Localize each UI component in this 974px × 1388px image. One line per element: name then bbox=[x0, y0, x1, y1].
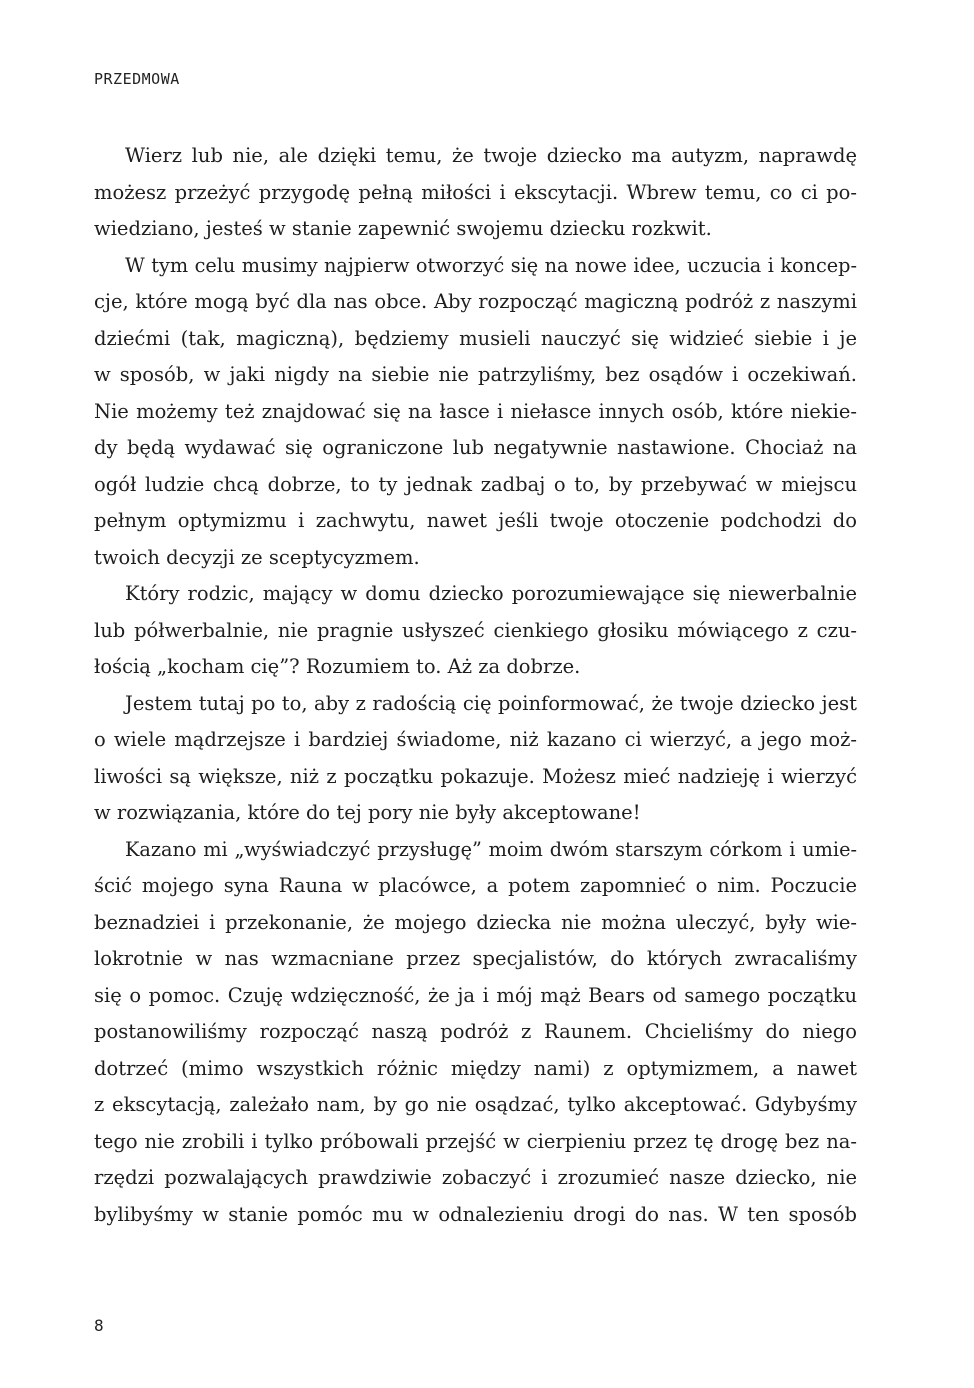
text-line: Wierz lub nie, ale dzięki temu, że twoje dziecko ma autyzm, naprawdę bbox=[125, 144, 857, 167]
text-line: pełnym optymizmu i zachwytu, nawet jeśli twoje otoczenie podchodzi do bbox=[94, 509, 857, 532]
page-number: 8 bbox=[94, 1316, 104, 1335]
body-text bbox=[94, 138, 857, 1233]
text-line: bylibyśmy w stanie pomóc mu w odnalezieniu drogi do nas. W ten sposób bbox=[94, 1202, 857, 1226]
paragraph bbox=[94, 248, 857, 577]
text-line: liwości są większe, niż z początku pokazuje. Możesz mieć nadzieję i wierzyć bbox=[94, 764, 857, 788]
paragraph bbox=[94, 686, 857, 832]
text-line: lub półwerbalnie, nie pragnie usłyszeć cienkiego głosiku mówiącego z czu- bbox=[94, 618, 857, 642]
text-line: beznadziei i przekonanie, że mojego dziecka nie można uleczyć, były wie- bbox=[94, 910, 857, 934]
text-line: w rozwiązania, które do tej pory nie były akceptowane! bbox=[94, 801, 641, 824]
text-line: cje, które mogą być dla nas obce. Aby rozpocząć magiczną podróż z naszymi bbox=[94, 290, 857, 313]
text-line: ogół ludzie chcą dobrze, to ty jednak zadbaj o to, by przebywać w miejscu bbox=[94, 472, 857, 496]
text-line: twoich decyzji ze sceptycyzmem. bbox=[94, 545, 420, 569]
text-line: postanowiliśmy rozpocząć naszą podróż z Raunem. Chcieliśmy do niego bbox=[94, 1020, 857, 1043]
text-line: Który rodzic, mający w domu dziecko porozumiewające się niewerbalnie bbox=[125, 582, 857, 605]
paragraph bbox=[94, 576, 857, 686]
text-line: możesz przeżyć przygodę pełną miłości i ekscytacji. Wbrew temu, co ci po- bbox=[94, 180, 857, 204]
text-line: z ekscytacją, zależało nam, by go nie osądzać, tylko akceptować. Gdybyśmy bbox=[94, 1093, 857, 1116]
text-line: Kazano mi „wyświadczyć przysługę” moim dwóm starszym córkom i umie- bbox=[125, 837, 857, 861]
text-line: wiedziano, jesteś w stanie zapewnić swojemu dziecku rozkwit. bbox=[94, 217, 712, 240]
text-line: dotrzeć (mimo wszystkich różnic między nami) z optymizmem, a nawet bbox=[94, 1056, 857, 1080]
text-line: dziećmi (tak, magiczną), będziemy musieli nauczyć się widzieć siebie i je bbox=[94, 326, 857, 350]
text-line: W tym celu musimy najpierw otworzyć się na nowe idee, uczucia i koncep- bbox=[125, 253, 857, 277]
text-line: dy będą wydawać się ograniczone lub negatywnie nastawione. Chociaż na bbox=[94, 436, 857, 459]
text-line: o wiele mądrzejsze i bardziej świadome, niż kazano ci wierzyć, a jego moż- bbox=[94, 728, 857, 751]
text-line: rzędzi pozwalających prawdziwie zobaczyć i zrozumieć nasze dziecko, nie bbox=[94, 1166, 857, 1189]
text-line: tego nie zrobili i tylko próbowali przejść w cierpieniu przez tę drogę bez na- bbox=[94, 1129, 857, 1153]
paragraph bbox=[94, 832, 857, 1234]
text-line: Jestem tutaj po to, aby z radością cię poinformować, że twoje dziecko jest bbox=[125, 691, 857, 715]
text-line: w sposób, w jaki nigdy na siebie nie patrzyliśmy, bez osądów i oczekiwań. bbox=[94, 363, 857, 386]
text-line: łością „kocham cię”? Rozumiem to. Aż za dobrze. bbox=[94, 655, 581, 678]
text-line: lokrotnie w nas wzmacniane przez specjalistów, do których zwracaliśmy bbox=[94, 947, 857, 970]
text-line: się o pomoc. Czuję wdzięczność, że ja i mój mąż Bears od samego początku bbox=[94, 983, 857, 1007]
running-head: PRZEDMOWA bbox=[94, 70, 180, 88]
text-line: Nie możemy też znajdować się na łasce i niełasce innych osób, które niekie- bbox=[94, 399, 857, 423]
paragraph bbox=[94, 138, 857, 248]
text-line: ścić mojego syna Rauna w placówce, a potem zapomnieć o nim. Poczucie bbox=[94, 874, 857, 897]
